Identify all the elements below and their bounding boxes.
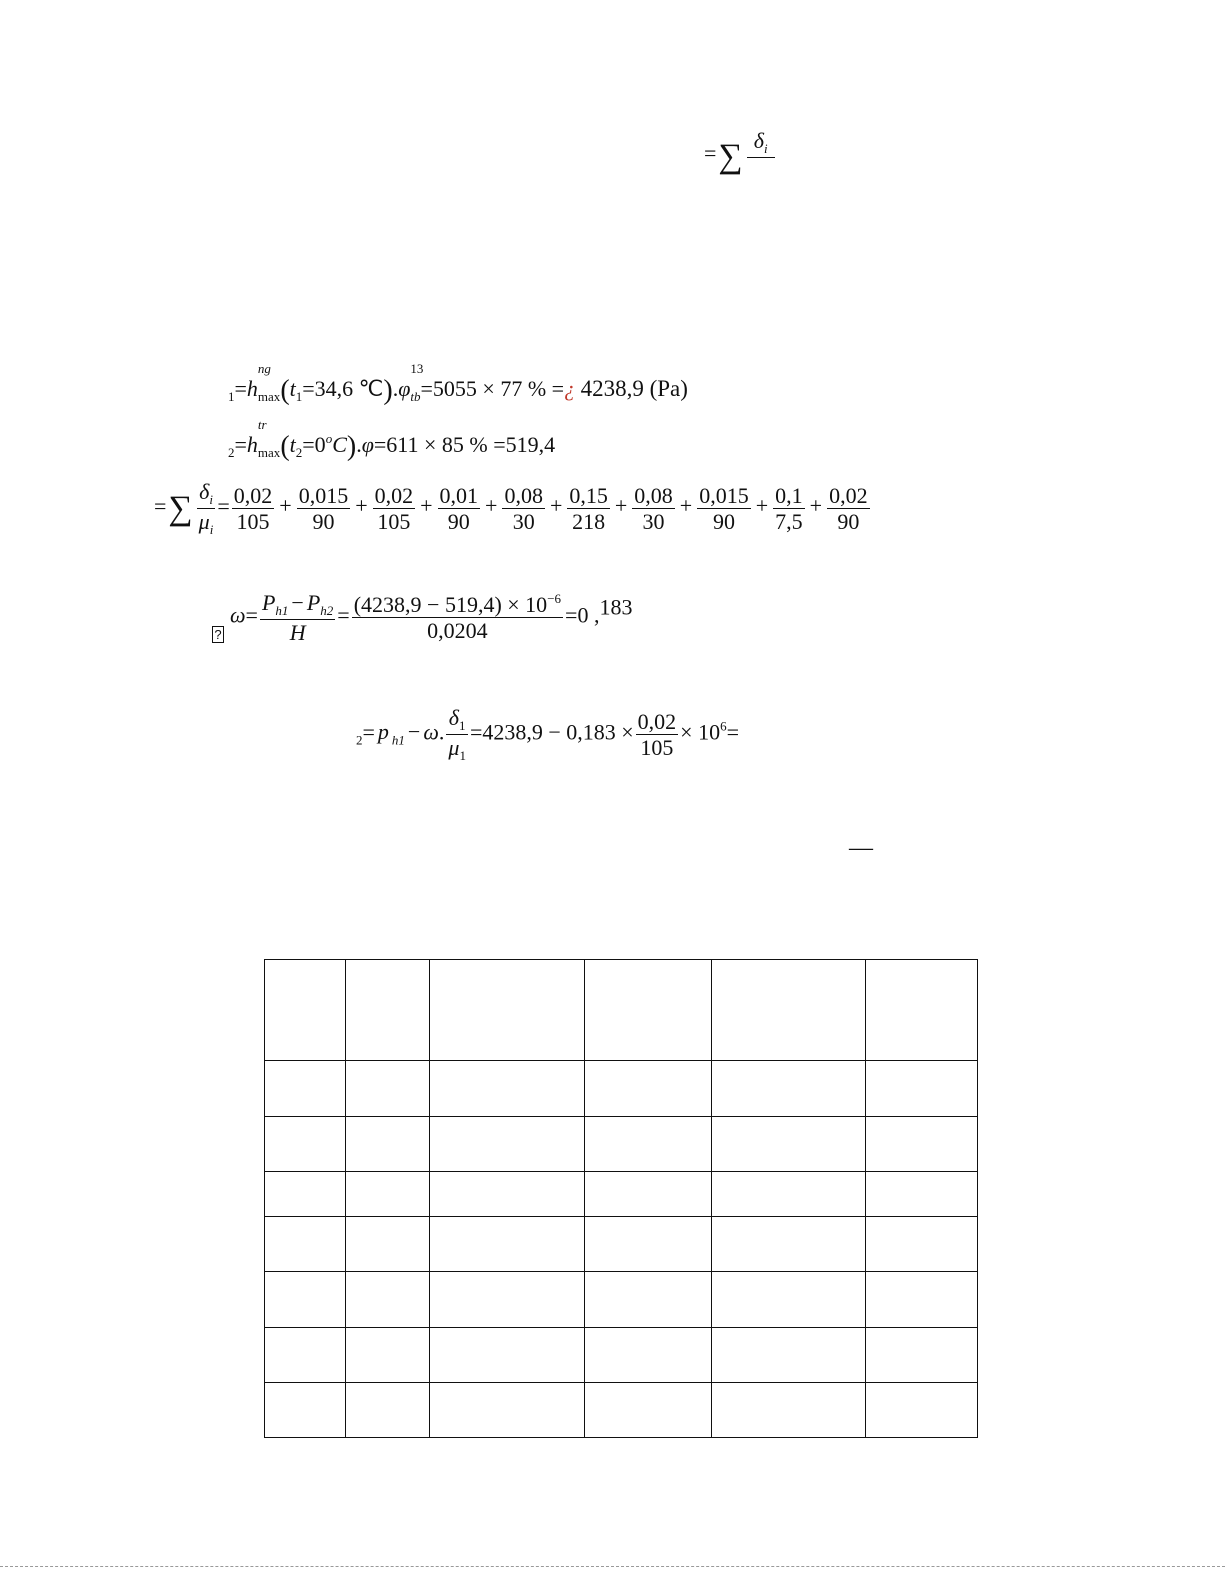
table-cell	[265, 1272, 346, 1328]
fraction-term	[438, 483, 481, 535]
open-paren: (	[280, 431, 290, 462]
fraction	[446, 705, 468, 764]
table-cell	[585, 1117, 712, 1172]
equation-vapor-flux	[212, 590, 632, 645]
superscript: 13	[410, 361, 424, 376]
unit: C	[332, 432, 347, 457]
subscript: 1	[228, 389, 235, 404]
close-paren: )	[383, 375, 393, 406]
subscript: 2	[295, 445, 303, 460]
fraction-term	[373, 483, 416, 535]
numerator: 0,01	[439, 482, 479, 508]
numerator: (4238,9 − 519,4) × 10	[353, 591, 548, 617]
table-cell	[866, 1383, 978, 1438]
temperature-value: =34,6 ℃	[302, 376, 384, 401]
fraction	[636, 709, 679, 761]
denominator: 218	[572, 508, 606, 534]
equals-sign: =	[726, 719, 740, 745]
table-cell	[430, 1217, 585, 1272]
dot: .	[392, 376, 399, 401]
table-cell	[430, 1117, 585, 1172]
table-cell	[866, 1217, 978, 1272]
table-cell	[712, 1172, 866, 1217]
omega-symbol: ω	[230, 602, 246, 628]
minus-sign: −	[407, 719, 421, 745]
denominator: 90	[712, 508, 735, 534]
table-cell	[585, 1217, 712, 1272]
omega-symbol: ω	[423, 719, 439, 745]
plus-sign: +	[355, 493, 368, 519]
dot: .	[438, 719, 445, 745]
equals-sign: =	[245, 602, 258, 628]
subscript: h1	[391, 732, 405, 748]
table-cell	[866, 1272, 978, 1328]
table-cell	[866, 1328, 978, 1383]
superscript: 6	[720, 718, 727, 734]
subscript: 1	[295, 389, 303, 404]
denominator: 0,0204	[427, 618, 488, 644]
subscript: h2	[320, 603, 334, 618]
subscript: 2	[356, 732, 363, 748]
subscript: tb	[410, 389, 421, 404]
plus-sign: +	[679, 493, 693, 519]
expression: =611 × 85 % =519,4	[373, 432, 556, 457]
result-prefix: =0 ,	[565, 602, 600, 628]
equals-sign: =	[234, 376, 247, 401]
fraction-term	[827, 483, 870, 535]
denominator: 105	[236, 508, 270, 534]
table-row	[265, 1328, 978, 1383]
table-cell	[346, 1272, 430, 1328]
close-paren: )	[346, 431, 357, 462]
sum-terms	[230, 482, 872, 534]
subscript: 1	[459, 718, 466, 733]
page-bottom-ruler	[0, 1566, 1225, 1567]
equals-sign: =	[234, 432, 247, 457]
fraction-term	[232, 483, 275, 535]
equation-vapor-pressure-1	[228, 361, 688, 406]
denominator: 30	[642, 508, 665, 534]
result-value: 4238,9 (Pa)	[580, 376, 688, 401]
table-cell	[866, 960, 978, 1061]
fraction	[260, 590, 335, 645]
table-cell	[712, 1117, 866, 1172]
table-cell	[346, 1172, 430, 1217]
table-cell	[265, 1383, 346, 1438]
dash-glyph: —	[849, 835, 873, 861]
table-cell	[430, 1172, 585, 1217]
denominator: 105	[640, 734, 674, 760]
dash-mark	[849, 836, 873, 860]
table-cell	[346, 1383, 430, 1438]
table-cell	[265, 1117, 346, 1172]
plus-sign: +	[809, 493, 823, 519]
open-paren: (	[280, 375, 290, 406]
superscript: o	[325, 431, 333, 446]
superscript: −6	[547, 590, 562, 606]
table-cell	[866, 1061, 978, 1117]
delta-symbol: δ	[199, 479, 210, 504]
sigma-symbol: ∑	[168, 490, 193, 528]
table-cell	[712, 1217, 866, 1272]
table-cell	[585, 1061, 712, 1117]
table-cell	[712, 1383, 866, 1438]
table-cell	[265, 960, 346, 1061]
table-cell	[346, 1061, 430, 1117]
numerator: 0,02	[374, 482, 414, 508]
numerator: 0,08	[504, 482, 543, 508]
equals-sign: =	[362, 719, 375, 745]
equation-vapor-pressure-2	[228, 417, 556, 462]
plus-sign: +	[549, 493, 563, 519]
subscript: i	[209, 492, 213, 507]
table-cell	[346, 960, 430, 1061]
phi-symbol: φ	[398, 376, 411, 401]
equals-sign: =	[704, 140, 717, 166]
subscript: i	[209, 521, 214, 537]
table-row	[265, 1172, 978, 1217]
denominator: 30	[512, 508, 535, 534]
table-cell	[712, 1061, 866, 1117]
fraction	[747, 128, 775, 183]
table-row	[265, 1383, 978, 1438]
sigma-symbol: ∑	[718, 137, 743, 175]
missing-glyph-icon: ?	[212, 626, 224, 643]
fraction-term	[297, 483, 351, 535]
table-cell	[866, 1117, 978, 1172]
table-cell	[430, 1328, 585, 1383]
delta-symbol: δ	[448, 705, 460, 730]
table-cell	[265, 1328, 346, 1383]
t-symbol: t	[289, 432, 296, 457]
table-row	[265, 1117, 978, 1172]
dot: .	[356, 432, 362, 457]
denominator: 90	[312, 508, 335, 534]
table-cell	[346, 1328, 430, 1383]
table-cell	[346, 1117, 430, 1172]
fraction-term	[567, 483, 610, 535]
p-symbol: P	[261, 590, 276, 615]
delta-symbol: δ	[753, 128, 764, 153]
result-value: 183	[599, 594, 633, 620]
subscript: i	[763, 141, 768, 156]
plus-sign: +	[420, 493, 433, 519]
p-symbol: p	[377, 719, 389, 745]
table-cell	[712, 1328, 866, 1383]
superscript: tr	[257, 417, 267, 432]
temperature-value: =0	[302, 432, 326, 457]
subscript: h1	[275, 603, 289, 618]
table-cell	[265, 1061, 346, 1117]
table-cell	[585, 960, 712, 1061]
numerator: 0,1	[775, 482, 803, 508]
table-cell	[585, 1172, 712, 1217]
table-cell	[712, 960, 866, 1061]
plus-sign: +	[755, 493, 769, 519]
subscript: 1	[459, 747, 466, 763]
fraction	[197, 479, 216, 538]
table-row	[265, 1061, 978, 1117]
numerator: 0,02	[233, 482, 273, 508]
denominator: 7,5	[775, 508, 803, 534]
expression: =4238,9 − 0,183 ×	[469, 719, 634, 745]
minus-sign: −	[291, 590, 304, 615]
table-cell	[585, 1383, 712, 1438]
table-body	[265, 960, 978, 1438]
h-symbol: h	[246, 376, 258, 401]
table-cell	[712, 1272, 866, 1328]
fraction-term	[502, 483, 545, 535]
denominator: 105	[377, 508, 411, 534]
numerator: 0,08	[634, 482, 673, 508]
data-table	[264, 959, 978, 1438]
marker-glyph: ¿	[564, 376, 576, 401]
mu-symbol: μ	[448, 734, 460, 760]
t-symbol: t	[289, 376, 296, 401]
plus-sign: +	[614, 493, 628, 519]
mu-symbol: μ	[198, 508, 210, 534]
denominator: 90	[447, 508, 470, 534]
table-row	[265, 1272, 978, 1328]
fraction-term	[697, 483, 751, 535]
table-row	[265, 960, 978, 1061]
expression: =5055 × 77 % =	[420, 376, 565, 401]
subscript: max	[257, 445, 281, 460]
equals-sign: =	[337, 602, 350, 628]
table-cell	[430, 1061, 585, 1117]
numerator: 0,15	[569, 482, 608, 508]
equals-sign: =	[217, 493, 230, 519]
table-cell	[430, 1272, 585, 1328]
expression: × 10	[680, 719, 721, 745]
equation-resistance-sum	[154, 479, 872, 538]
table-cell	[346, 1217, 430, 1272]
numerator: 0,015	[699, 482, 749, 508]
p-symbol: P	[306, 590, 321, 615]
equation-partial-pressure	[356, 705, 739, 764]
table-cell	[430, 1383, 585, 1438]
table-cell	[866, 1172, 978, 1217]
equation-resistance-header	[704, 128, 777, 183]
table-cell	[585, 1328, 712, 1383]
table-cell	[265, 1172, 346, 1217]
table-cell	[265, 1217, 346, 1272]
fraction	[352, 592, 563, 644]
equals-sign: =	[154, 493, 167, 519]
numerator: 0,015	[298, 482, 349, 508]
fraction-term	[632, 483, 675, 535]
plus-sign: +	[279, 493, 292, 519]
plus-sign: +	[485, 493, 498, 519]
table-cell	[585, 1272, 712, 1328]
h-symbol: h	[246, 432, 258, 457]
numerator: 0,02	[829, 482, 868, 508]
fraction-term	[773, 483, 805, 535]
subscript: max	[257, 389, 281, 404]
table-row	[265, 1217, 978, 1272]
subscript: 2	[228, 445, 235, 460]
table-cell	[430, 960, 585, 1061]
numerator: 0,02	[637, 708, 677, 734]
h-denominator: H	[289, 619, 306, 645]
phi-symbol: φ	[361, 432, 374, 457]
superscript: ng	[257, 361, 271, 376]
denominator: 90	[837, 508, 860, 534]
